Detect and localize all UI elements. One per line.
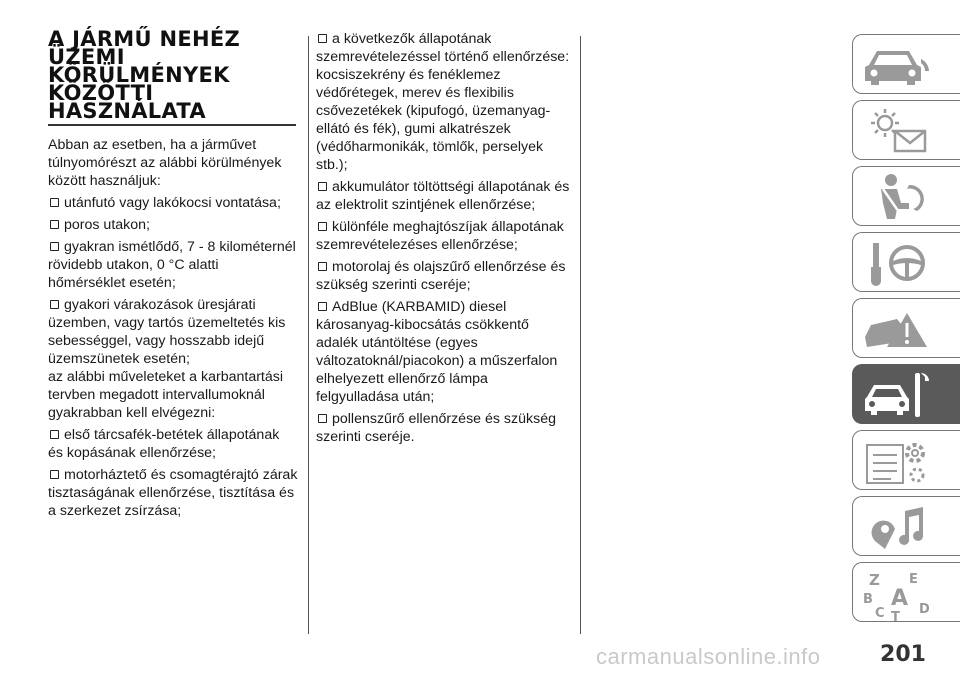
checkbox-bullet-icon [50,300,59,309]
list-item: motorháztető és csomagtérajtó zárak tisztaságának ellenőrzése, tisztítása és a szerkezet zsírzása; [48,467,298,519]
checkbox-bullet-icon [50,470,59,479]
left-column [48,27,298,520]
page-number: 201 [880,642,926,667]
index-letter: T [891,610,900,621]
list-gear-icon [861,435,933,487]
heading-line: KÖRÜLMÉNYEK [48,63,230,87]
alphabet-index-icon [861,567,933,621]
heading-line: ÜZEMI [48,45,125,69]
index-letter: C [875,606,885,621]
checkbox-bullet-icon [318,34,327,43]
tab-safety[interactable] [852,166,960,226]
checkbox-bullet-icon [50,198,59,207]
list-item: akkumulátor töltöttségi állapotának és az elektrolit szintjének ellenőrzése; [316,179,570,213]
list-item: AdBlue (KARBAMID) diesel károsanyag-kibocsátás csökkentő adalék utántöltése (egyes változatoknál/piacokon) a műszerfalon elhelyezett ellenőrző lámpa felgyulladása után; [316,299,558,405]
middle-column [316,30,574,446]
tab-multimedia[interactable] [852,496,960,556]
checkbox-bullet-icon [50,220,59,229]
car-front-icon [861,39,933,91]
navigation-music-icon [861,501,933,553]
tab-maintenance[interactable] [852,364,960,424]
key-steering-wheel-icon [861,237,933,289]
car-wrench-maintenance-icon [861,369,933,421]
list-item: pollenszűrő ellenőrzése és szükség szerinti cseréje. [316,411,556,445]
list-item: motorolaj és olajszűrő ellenőrzése és szükség szerinti cseréje; [316,259,566,293]
list-item: első tárcsafék-betétek állapotának és kopásának ellenőrzése; [48,427,280,461]
car-accident-warning-icon [861,303,933,355]
tab-car-front[interactable] [852,34,960,94]
index-letter: Z [869,571,880,589]
index-letter: E [909,572,918,587]
tab-technical-data[interactable] [852,430,960,490]
intro-paragraph: Abban az esetben, ha a járművet túlnyomórészt az alábbi körülmények között használjuk: [48,137,282,189]
list-item: a következők állapotának szemrevételezéssel történő ellenőrzése: kocsiszekrény és fenéklemez védőrétegek, merev és flexibilis csővezetékek (kipufogó, üzemanyag-ellátó és fék), gumi alkatrészek (védőharmonikák, tömlők, perselyek stb.); [316,31,570,173]
heading-line: KÖZÖTTI [48,81,154,105]
tab-warning-lights[interactable] [852,100,960,160]
index-letter: B [863,592,873,607]
index-letter: A [891,586,909,611]
checkbox-bullet-icon [318,222,327,231]
tab-index[interactable] [852,562,960,622]
checkbox-bullet-icon [318,302,327,311]
operations-intro: az alábbi műveleteket a karbantartási tervben megadott intervallumoknál gyakrabban kell elvégezni: [48,369,284,421]
list-item: gyakori várakozások üresjárati üzemben, vagy tartós üzemeltetés kis sebességgel, vagy hosszabb idejű üzemszünetek esetén; [48,297,286,367]
heading-line: A JÁRMŰ NEHÉZ [48,27,241,51]
checkbox-bullet-icon [318,414,327,423]
heading-line: HASZNÁLATA [48,99,206,123]
list-item: különféle meghajtószíjak állapotának szemrevételezéses ellenőrzése; [316,219,564,253]
list-item: utánfutó vagy lakókocsi vontatása; [48,194,298,212]
seatbelt-airbag-icon [861,171,933,223]
watermark-text: carmanualsonline.info [596,644,821,669]
checkbox-bullet-icon [50,242,59,251]
checkbox-bullet-icon [50,430,59,439]
section-heading [48,27,296,126]
list-item: gyakran ismétlődő, 7 - 8 kilométernél rövidebb utakon, 0 °C alatti hőmérséklet esetén; [48,239,296,291]
checkbox-bullet-icon [318,182,327,191]
tab-emergency[interactable] [852,298,960,358]
tab-starting-driving[interactable] [852,232,960,292]
checkbox-bullet-icon [318,262,327,271]
list-item: poros utakon; [48,216,298,234]
warning-lights-envelope-icon [861,105,933,157]
column-divider-right [580,36,581,634]
column-divider-left [308,36,309,634]
index-letter: D [919,602,930,617]
